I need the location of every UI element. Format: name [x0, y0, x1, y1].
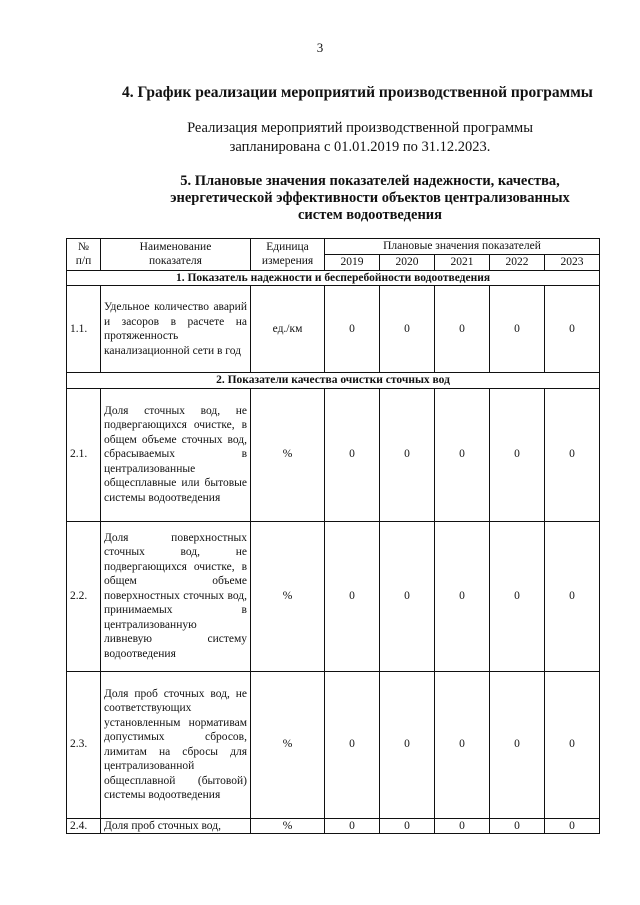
table-row: [67, 286, 600, 373]
indicator-name: Доля проб сточных вод,: [101, 818, 251, 834]
header-year: 2020: [380, 255, 435, 271]
value-cell: 0: [490, 521, 545, 671]
section-4-title: 4. График реализации мероприятий производственной программы: [122, 84, 593, 101]
value-cell: 0: [545, 521, 600, 671]
value-cell: 0: [380, 818, 435, 834]
value-cell: 0: [435, 671, 490, 818]
unit-cell: ед./км: [251, 286, 325, 373]
indicator-name: Доля поверхностных сточных вод, не подвергающихся очистке, в общем объеме поверхностных сточных вод, принимаемых в централизованную ливневую систему водоотведения: [101, 521, 251, 671]
header-unit-line-2: измерения: [261, 255, 314, 268]
section-title: 1. Показатель надежности и бесперебойности водоотведения: [67, 270, 600, 286]
value-cell: 0: [325, 286, 380, 373]
header-name-line-2: показателя: [149, 255, 202, 268]
section-row: [67, 373, 600, 389]
value-cell: 0: [490, 286, 545, 373]
value-cell: 0: [545, 671, 600, 818]
value-cell: 0: [325, 388, 380, 521]
value-cell: 0: [325, 521, 380, 671]
indicator-name: Удельное количество аварий и засоров в расчете на протяженность канализационной сети в год: [101, 286, 251, 373]
unit-cell: %: [251, 521, 325, 671]
value-cell: 0: [490, 818, 545, 834]
indicator-name: Доля сточных вод, не подвергающихся очистке, в общем объеме сточных вод, сбрасываемых в централизованные общесплавные или бытовые системы водоотведения: [101, 388, 251, 521]
header-year: 2019: [325, 255, 380, 271]
section-row: [67, 270, 600, 286]
value-cell: 0: [435, 388, 490, 521]
value-cell: 0: [545, 286, 600, 373]
value-cell: 0: [380, 286, 435, 373]
value-cell: 0: [325, 671, 380, 818]
header-row-1: [67, 239, 600, 255]
section-5-title: [90, 173, 640, 224]
unit-cell: %: [251, 671, 325, 818]
header-year: 2023: [545, 255, 600, 271]
section-5-title-line-3: систем водоотведения: [297, 207, 443, 223]
header-num-line-2: п/п: [75, 255, 92, 268]
table-row: [67, 818, 600, 834]
header-name-line-1: Наименование: [139, 240, 212, 253]
header-year: 2022: [490, 255, 545, 271]
header-planned-values: Плановые значения показателей: [325, 239, 600, 255]
section-5-title-line-2: энергетической эффективности объектов централизованных: [170, 190, 570, 206]
implementation-line-2: запланирована с 01.01.2019 по 31.12.2023.: [229, 139, 491, 155]
table-row: [67, 671, 600, 818]
header-year: 2021: [435, 255, 490, 271]
row-number: 2.2.: [67, 521, 101, 671]
value-cell: 0: [490, 671, 545, 818]
value-cell: 0: [435, 286, 490, 373]
value-cell: 0: [435, 818, 490, 834]
value-cell: 0: [435, 521, 490, 671]
table-row: [67, 388, 600, 521]
section-5-title-line-1: 5. Плановые значения показателей надежности, качества,: [180, 173, 560, 189]
row-number: 2.3.: [67, 671, 101, 818]
section-title: 2. Показатели качества очистки сточных вод: [67, 373, 600, 389]
value-cell: 0: [490, 388, 545, 521]
value-cell: 0: [380, 388, 435, 521]
implementation-line-1: Реализация мероприятий производственной программы: [187, 120, 533, 136]
value-cell: 0: [380, 671, 435, 818]
value-cell: 0: [325, 818, 380, 834]
value-cell: 0: [380, 521, 435, 671]
row-number: 1.1.: [67, 286, 101, 373]
header-num-cell: [67, 239, 101, 271]
table-row: [67, 521, 600, 671]
value-cell: 0: [545, 388, 600, 521]
value-cell: 0: [545, 818, 600, 834]
indicators-table: [66, 238, 600, 834]
page-number: 3: [316, 40, 324, 55]
header-num-line-1: №: [78, 240, 89, 253]
header-unit-cell: [251, 239, 325, 271]
row-number: 2.1.: [67, 388, 101, 521]
header-name-cell: [101, 239, 251, 271]
implementation-text: [80, 119, 640, 157]
unit-cell: %: [251, 818, 325, 834]
indicator-name: Доля проб сточных вод, не соответствующих установленным нормативам допустимых сбросов, лимитам на сбросы для централизованной общесплавной (бытовой) системы водоотведения: [101, 671, 251, 818]
unit-cell: %: [251, 388, 325, 521]
header-unit-line-1: Единица: [266, 240, 309, 253]
row-number: 2.4.: [67, 818, 101, 834]
